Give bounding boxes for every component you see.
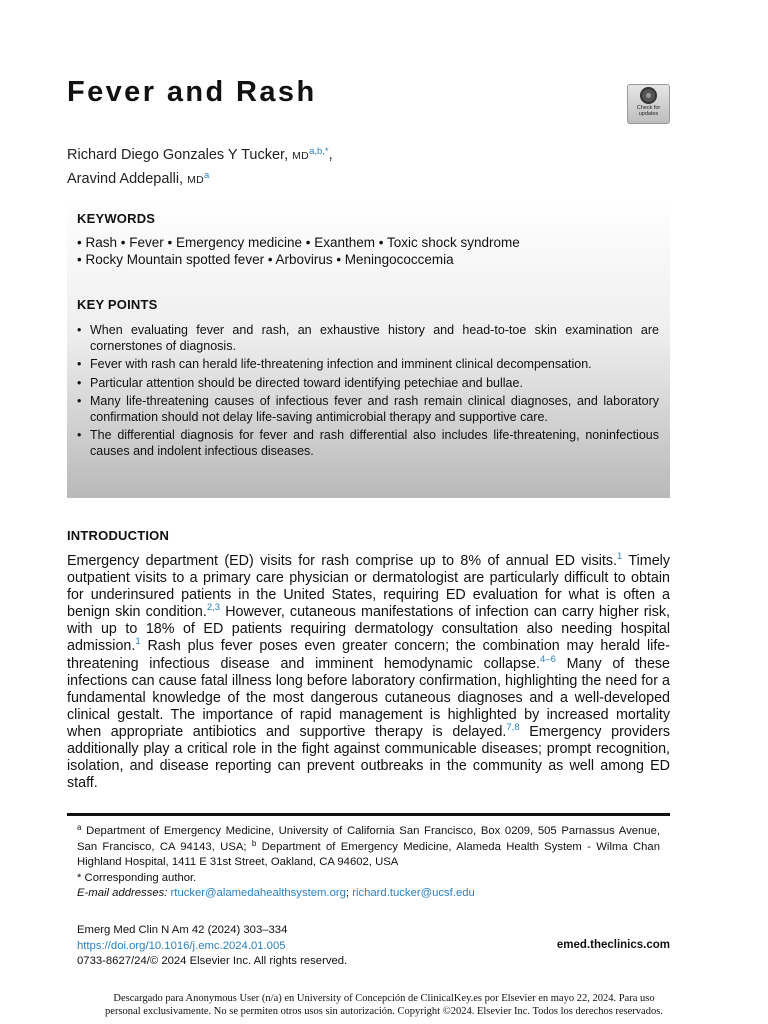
badge-label-line2: updates — [638, 110, 659, 117]
check-for-updates-badge[interactable] — [627, 84, 670, 124]
keywords-keypoints-box — [67, 199, 670, 498]
email-label: E-mail addresses: — [77, 887, 171, 899]
key-points-heading: KEY POINTS — [77, 297, 158, 312]
corresponding-author-note: * Corresponding author. — [77, 871, 197, 884]
keywords-heading: KEYWORDS — [77, 211, 156, 226]
email-link-1[interactable]: rtucker@alamedahealthsystem.org — [170, 887, 346, 899]
reference-link[interactable]: 7,8 — [506, 721, 520, 733]
badge-label-line1: Check for — [636, 105, 661, 111]
key-point-item: • Many life-threatening causes of infectious fever and rash remain clinical diagnoses, and laboratory confirmation should not delay life-saving antimicrobial therapy and supportive care. — [77, 394, 659, 425]
author-name: Richard Diego Gonzales Y Tucker, — [67, 147, 293, 163]
author-2 — [67, 166, 333, 190]
copyright-line: 0733-8627/24/© 2024 Elsevier Inc. All rights reserved. — [77, 955, 348, 967]
key-point-item: • When evaluating fever and rash, an exhaustive history and head-to-toe skin examination are cornerstones of diagnosis. — [77, 323, 659, 354]
author-degree: MD — [292, 150, 310, 162]
author-name: Aravind Addepalli, — [67, 171, 188, 187]
doi-link[interactable]: https://doi.org/10.1016/j.emc.2024.01.005 — [77, 939, 286, 952]
keywords-line-2: • Rocky Mountain spotted fever • Arbovirus • Meningococcemia — [77, 252, 454, 267]
author-affiliation-marks[interactable]: a,b,* — [309, 146, 329, 157]
journal-website: emed.theclinics.com — [556, 939, 670, 951]
update-check-icon — [640, 87, 657, 104]
journal-citation: Emerg Med Clin N Am 42 (2024) 303–334 — [77, 924, 288, 936]
footnote-divider — [67, 813, 670, 816]
key-point-item: • Fever with rash can herald life-threatening infection and imminent clinical decompensation. — [77, 357, 659, 373]
author-list — [67, 142, 333, 190]
keywords-line-1: • Rash • Fever • Emergency medicine • Exanthem • Toxic shock syndrome — [77, 235, 520, 250]
reference-link[interactable]: 4–6 — [540, 653, 556, 665]
author-degree: MD — [187, 174, 205, 186]
article-title: Fever and Rash — [67, 76, 317, 108]
key-point-item: • The differential diagnosis for fever and rash differential also includes life-threatening, noninfectious causes and indolent infectious diseases. — [77, 428, 659, 459]
reference-link[interactable]: 1 — [135, 636, 141, 648]
email-link-2[interactable]: richard.tucker@ucsf.edu — [352, 887, 475, 899]
introduction-paragraph: Emergency department (ED) visits for rash comprise up to 8% of annual ED visits.$^1$ Timely outpatient visits to a primary care physician or dermatologist are particularly difficult to obtain for underinsured patients in the United States, requiring ED evaluation for what is often a benign skin condition.$^{2,3}$ However, cutaneous manifestations of infection can carry higher risk, with up to 18% of ED patients requiring dermatology consultation also needing hospital admission.$^1$ Rash plus fever poses even greater concern; the combination may herald life-threatening infectious disease and imminent hemodynamic collapse.$^{4-6}$ Many of these infections can cause fatal illness long before laboratory confirmation, highlighting the need for a fundamental knowledge of the most dangerous cutaneous diagnoses and a well-developed clinical gestalt. The importance of rapid management is highlighted by increased mortality when appropriate antibiotics and supportive therapy is delayed.$^{7,8}$ Emergency providers additionally play a critical role in the fight against communicable diseases; prompt recognition, isolation, and disease reporting can prevent outbreaks in the community as well among ED staff. — [67, 551, 670, 792]
download-notice: Descargado para Anonymous User (n/a) en University of Concepción de ClinicalKey.es por Elsevier en mayo 22, 2024. Para uso personal exclusivamente. No se permiten otros usos sin autorización. Copyright ©2024. Elsevier Inc. Todos los derechos reservados. — [105, 993, 663, 1017]
affiliation-a: Department of Emergency Medicine, University of California San Francisco, Box 0209, 505 Parnassus Avenue, San Francisco, CA 94143, USA; — [77, 825, 660, 853]
key-point-item: • Particular attention should be directed toward identifying petechiae and bullae. — [77, 376, 659, 392]
author-affiliation-marks[interactable]: a — [204, 170, 210, 181]
reference-link[interactable]: 1 — [617, 551, 623, 562]
reference-link[interactable]: 2,3 — [206, 602, 221, 614]
introduction-heading: INTRODUCTION — [67, 528, 170, 543]
affiliation-b: Department of Emergency Medicine, Alameda Health System - Wilma Chan Highland Hospital, 1411 E 31st Street, Oakland, CA 94602, USA — [77, 840, 660, 868]
affiliations-footnote: $^a$ Department of Emergency Medicine, University of California San Francisco, Box 0209, 505 Parnassus Avenue, San Francisco, CA 94143, USA; $^b$ Department of Emergency Medicine, Alameda Health System - Wilma Chan Highland Hospital, 1411 E 31st Street, Oakland, CA 94602, USA * Corresponding author. E-mail addresses: rtucker@alamedahealthsystem.org; richard.tucker@ucsf.edu — [77, 823, 660, 899]
key-points-list — [77, 323, 659, 462]
author-1: Richard Diego Gonzales Y Tucker, MD$^{a,b,*}$, — [67, 146, 333, 163]
